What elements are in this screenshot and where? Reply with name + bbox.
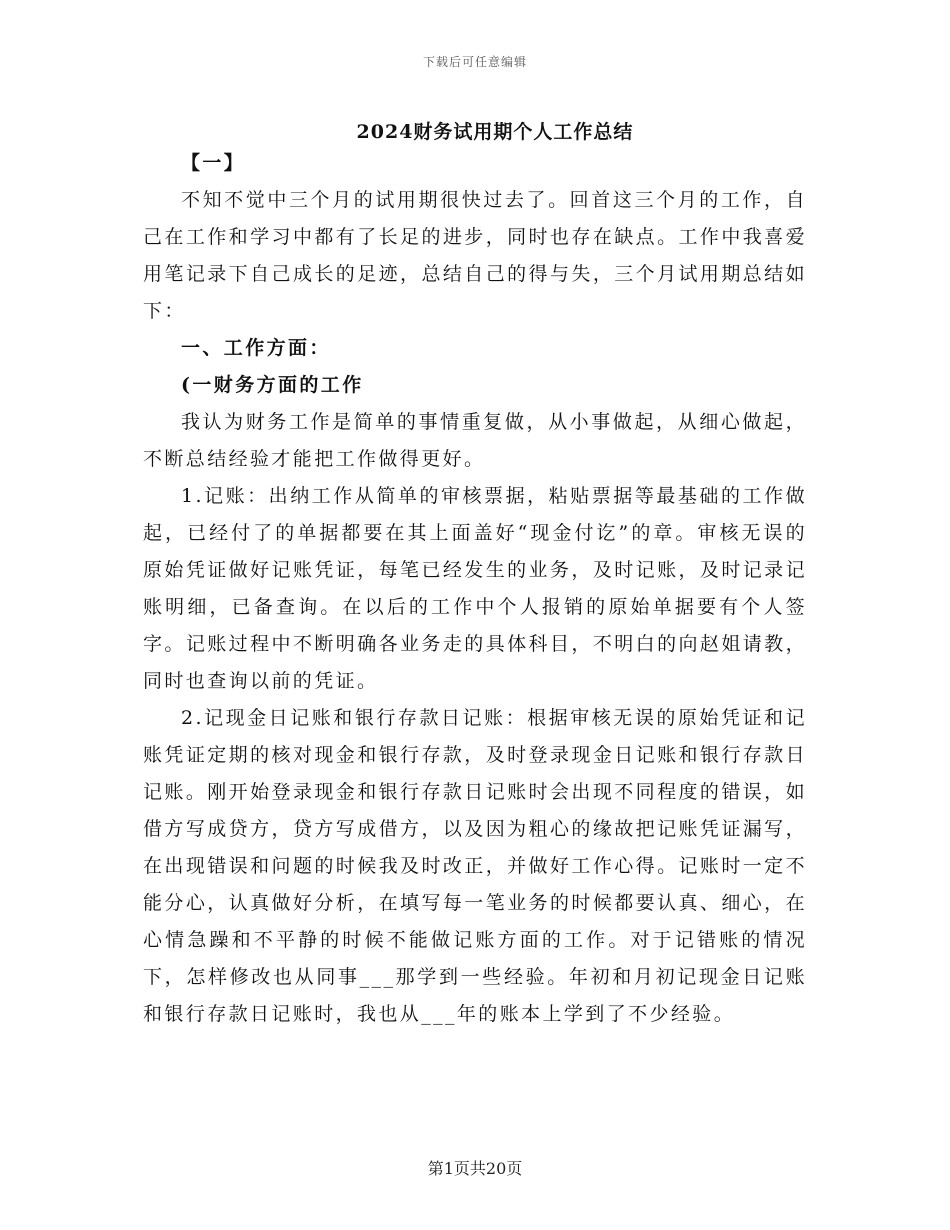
- header-note: 下载后可任意编辑: [422, 55, 527, 69]
- document-body: [143, 145, 807, 1033]
- paragraph-finance-philosophy: 我认为财务工作是简单的事情重复做，从小事做起，从细心做起，不断总结经验才能把工作做得更好。: [143, 411, 807, 470]
- heading-work-aspects: 一、工作方面：: [181, 337, 331, 359]
- intro-paragraph: 不知不觉中三个月的试用期很快过去了。回首这三个月的工作，自己在工作和学习中都有了长足的进步，同时也存在缺点。工作中我喜爱用笔记录下自己成长的足迹，总结自己的得与失，三个月试用期总结如下：: [143, 189, 807, 322]
- heading-finance-work: (一财务方面的工作: [181, 374, 364, 396]
- page-number-footer: 第1页共20页: [427, 1159, 523, 1178]
- paragraph-journals: 2.记现金日记账和银行存款日记账：根据审核无误的原始凭证和记账凭证定期的核对现金和银行存款，及时登录现金日记账和银行存款日记账。刚开始登录现金和银行存款日记账时会出现不同程度的错误，如借方写成贷方，贷方写成借方，以及因为粗心的缘故把记账凭证漏写，在出现错误和问题的时候我及时改正，并做好工作心得。记账时一定不能分心，认真做好分析，在填写每一笔业务的时候都要认真、细心，在心情急躁和不平静的时候不能做记账方面的工作。对于记错账的情况下，怎样修改也从同事___那学到一些经验。年初和月初记现金日记账和银行存款日记账时，我也从___年的账本上学到了不少经验。: [143, 707, 807, 1025]
- document-title: 2024财务试用期个人工作总结: [356, 121, 634, 143]
- section-marker: 【一】: [181, 152, 246, 174]
- paragraph-bookkeeping: 1.记账：出纳工作从简单的审核票据，粘贴票据等最基础的工作做起，已经付了的单据都要在其上面盖好“现金付讫”的章。审核无误的原始凭证做好记账凭证，每笔已经发生的业务，及时记账，及时记录记账明细，已备查询。在以后的工作中个人报销的原始单据要有个人签字。记账过程中不断明确各业务走的具体科目，不明白的向赵姐请教，同时也查询以前的凭证。: [143, 485, 807, 692]
